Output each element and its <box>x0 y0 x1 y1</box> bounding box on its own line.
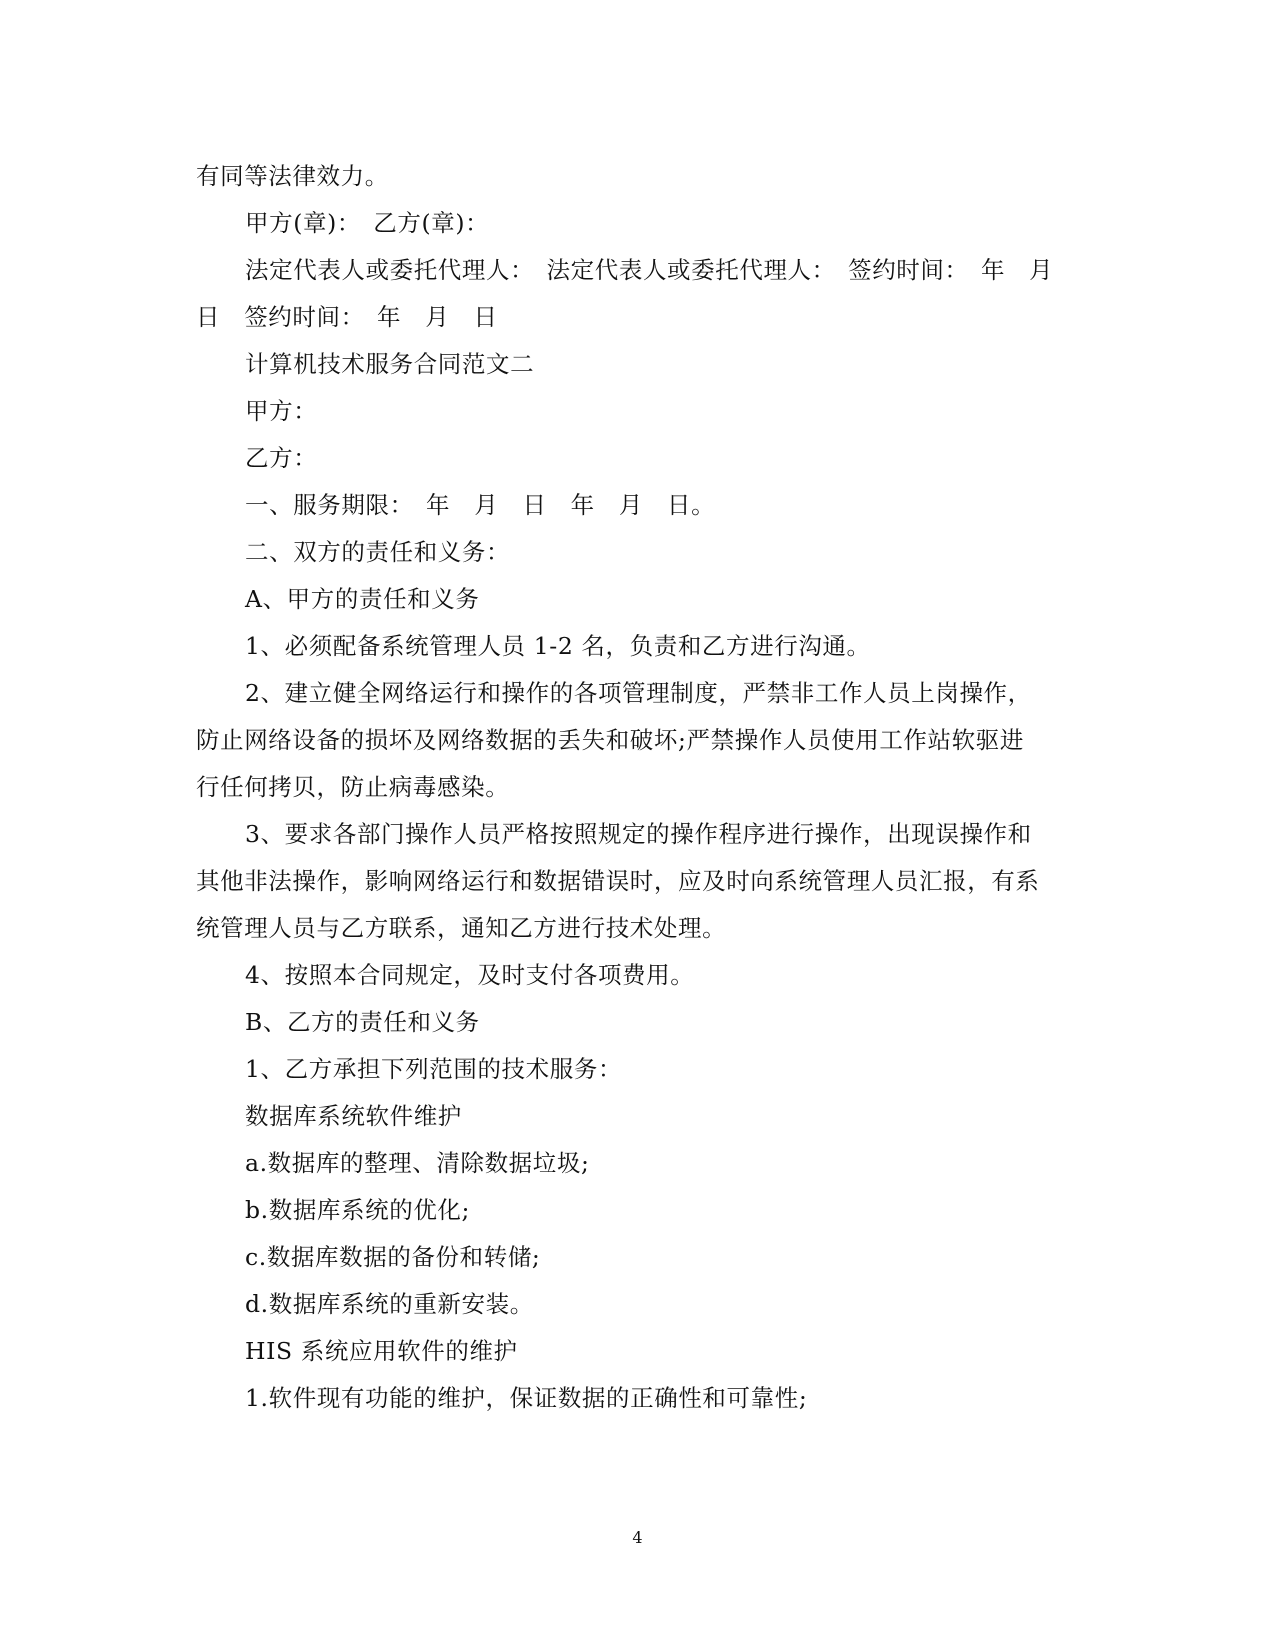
text-line: 防止网络设备的损坏及网络数据的丢失和破坏;严禁操作人员使用工作站软驱进 <box>196 726 1024 754</box>
text-line: 4、按照本合同规定，及时支付各项费用。 <box>245 961 695 989</box>
text-line: 二、双方的责任和义务： <box>245 538 511 566</box>
text-line: HIS 系统应用软件的维护 <box>245 1337 518 1365</box>
text-line: 日 签约时间： 年 月 日 <box>196 303 498 331</box>
text-line: A、甲方的责任和义务 <box>245 585 480 613</box>
text-line: 统管理人员与乙方联系，通知乙方进行技术处理。 <box>196 914 727 942</box>
text-line: 乙方： <box>245 444 318 472</box>
text-line: 1、必须配备系统管理人员 1-2 名，负责和乙方进行沟通。 <box>245 632 871 660</box>
text-line: c.数据库数据的备份和转储; <box>245 1243 541 1271</box>
text-line: d.数据库系统的重新安装。 <box>245 1290 534 1318</box>
text-line: 甲方： <box>245 397 318 425</box>
text-line: 甲方(章)： 乙方(章)： <box>245 209 490 237</box>
text-line: 1、乙方承担下列范围的技术服务： <box>245 1055 623 1083</box>
text-line: 1.软件现有功能的维护，保证数据的正确性和可靠性; <box>245 1384 808 1412</box>
text-line: 行任何拷贝，防止病毒感染。 <box>196 773 510 801</box>
text-line: 法定代表人或委托代理人： 法定代表人或委托代理人： 签约时间： 年 月 <box>245 256 1054 284</box>
text-line: 一、服务期限： 年 月 日 年 月 日。 <box>245 491 716 519</box>
text-line: 3、要求各部门操作人员严格按照规定的操作程序进行操作，出现误操作和 <box>245 820 1032 848</box>
text-line: 有同等法律效力。 <box>196 162 389 190</box>
text-line: 数据库系统软件维护 <box>245 1102 462 1130</box>
text-line: b.数据库系统的优化; <box>245 1196 471 1224</box>
page-number: 4 <box>632 1528 643 1547</box>
text-line: 其他非法操作，影响网络运行和数据错误时，应及时向系统管理人员汇报，有系 <box>196 867 1040 895</box>
text-line: B、乙方的责任和义务 <box>245 1008 480 1036</box>
section-heading: 计算机技术服务合同范文二 <box>245 350 535 378</box>
text-line: a.数据库的整理、清除数据垃圾; <box>245 1149 590 1177</box>
text-line: 2、建立健全网络运行和操作的各项管理制度，严禁非工作人员上岗操作， <box>245 679 1032 707</box>
